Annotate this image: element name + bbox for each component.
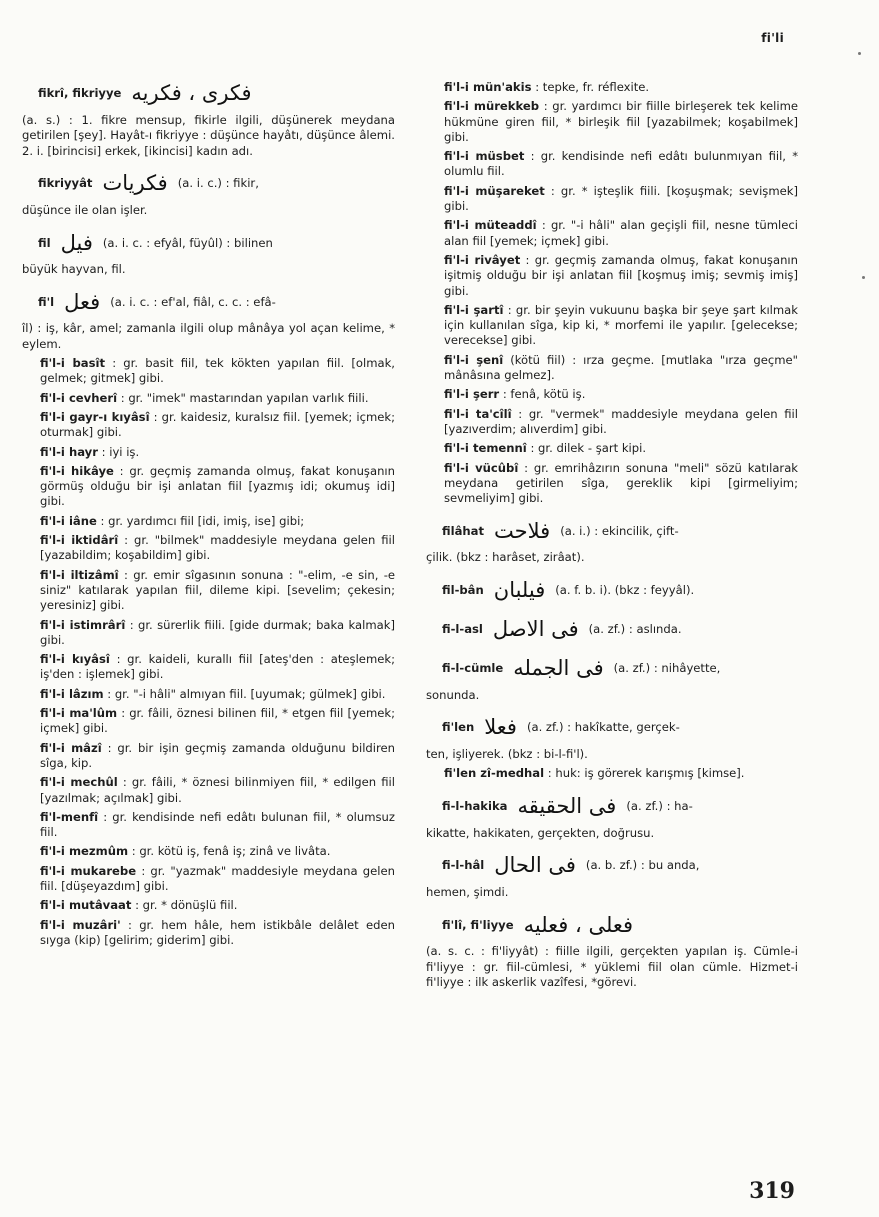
subentry-term: fi'l-i müsbet — [444, 149, 525, 164]
definition: : gr. kendisinde nefi edâtı bulunan fiil, * olumsuz fiil. — [40, 809, 395, 840]
headword: fi'len — [442, 720, 475, 735]
definition: : huk: iş görerek karışmış [kimse]. — [547, 766, 745, 781]
subentry — [22, 898, 395, 913]
arabic-script: فعلى ، فعليه — [523, 912, 634, 937]
subentry-term: fi'l-i rivâyet — [444, 252, 521, 267]
definition: : gr. kendisinde nefi edâtı bulunmıyan fiil, * olumlu fiil. — [444, 149, 798, 179]
dictionary-entry — [426, 852, 798, 900]
subentry-term: fi'l-i cevherî — [40, 390, 118, 405]
definition: : gr. geçmiş zamanda olmuş, fakat konuşanın görmüş olduğu bir işi anlatan fiil [yazmış idi; okumuş idi] gibi. — [40, 463, 395, 509]
definition: îl) : iş, kâr, amel; zamanla ilgili olup mânâya yol açan kelime, * eylem. — [22, 321, 395, 351]
definition: : iyi iş. — [101, 444, 140, 459]
headword: fil — [38, 235, 51, 250]
arabic-script: فيلبان — [493, 578, 546, 603]
headword: fi-l-hâl — [442, 858, 485, 873]
subentry — [22, 775, 395, 806]
subentry-term: fi'l-i şartî — [444, 302, 504, 317]
subentry — [22, 687, 395, 702]
headword: filâhat — [442, 523, 485, 538]
subentry-term: fi'l-i ma'lûm — [40, 706, 118, 721]
definition: : gr. * dönüşlü fiil. — [135, 898, 238, 913]
subentry — [22, 652, 395, 683]
subentry — [426, 149, 798, 180]
subentry-term: fi'l-i iltizâmî — [40, 567, 119, 582]
subentry — [22, 514, 395, 529]
subentry-term: fi'l-i hikâye — [40, 463, 114, 478]
headword: fikriyyât — [38, 176, 93, 191]
arabic-script: فيل — [60, 230, 93, 255]
subentry-term: fi'l-i mürekkeb — [444, 99, 540, 114]
subentry — [22, 618, 395, 649]
arabic-script: فى الجمله — [513, 656, 604, 681]
dictionary-entry — [22, 170, 395, 218]
etymology: (a. i. c. : ef'al, fiâl, c. c. : efâ- — [110, 294, 276, 309]
definition: : gr. kötü iş, fenâ iş; zinâ ve livâta. — [131, 844, 331, 859]
headword-line — [22, 80, 395, 108]
subentry — [22, 918, 395, 949]
subentry — [22, 464, 395, 510]
subentry — [22, 810, 395, 841]
definition: çilik. (bkz : harâset, zirâat). — [426, 550, 585, 565]
dictionary-entry — [426, 616, 798, 644]
dictionary-entry — [426, 577, 798, 605]
subentry-term: fi'l-i gayr-ı kıyâsî — [40, 409, 150, 424]
subentry-term: fi'l-i mezmûm — [40, 844, 129, 859]
subentry — [22, 391, 395, 406]
arabic-script: فى الحقيقه — [517, 793, 617, 818]
right-column — [426, 80, 798, 994]
arabic-script: فعل — [64, 289, 101, 314]
headword-line — [426, 793, 798, 821]
definition: : gr. kaidesiz, kuralsız fiil. [yemek; içmek; oturmak] gibi. — [40, 409, 395, 440]
subentry-term: fi'l-i lâzım — [40, 686, 104, 701]
subentry — [22, 533, 395, 564]
subentry-term: fi'l-i muzâri' — [40, 917, 121, 932]
definition: (a. s.) : 1. fikre mensup, fikirle ilgili, düşünerek meydana getirilen [şey]. Hayât-ı fikriyye : düşünce hayâtı, düşünce âlemi. 2. i. [birincisi] erkek, [ikincisi] kadın adı. — [22, 113, 395, 158]
definition: : gr. fâili, * öznesi bilinmiyen fiil, * edilgen fiil [yazılmak; açılmak] gibi. — [40, 775, 395, 805]
subentry-term: fi'l-i basît — [40, 356, 105, 371]
subentry-term: fi'l-i müteaddî — [444, 218, 537, 233]
definition: : tepke, fr. réflexite. — [535, 80, 650, 94]
definition: : gr. geçmiş zamanda olmuş, fakat konuşanın işitmiş olduğu bir işi anlatan fiil [koşmuş imiş; sevmiş imiş] gibi. — [444, 252, 798, 298]
etymology: (a. zf.) : ha- — [626, 798, 693, 813]
dictionary-entry — [426, 793, 798, 841]
etymology: (a. zf.) : nihâyette, — [613, 661, 721, 676]
definition: : gr. "-i hâli" almıyan fiil. [uyumak; gülmek] gibi. — [107, 686, 386, 701]
arabic-script: فى الحال — [494, 853, 576, 878]
subentry-term: fi'l-i müşareket — [444, 183, 545, 198]
subentry-term: fi'l-i kıyâsî — [40, 652, 110, 667]
subentry-term: fi'l-i iâne — [40, 513, 97, 528]
headword-line — [426, 852, 798, 880]
etymology: (a. f. b. i). (bkz : feyyâl). — [555, 583, 695, 598]
dictionary-entry — [426, 655, 798, 703]
arabic-script: فلاحت — [494, 518, 551, 543]
definition: : fenâ, kötü iş. — [502, 387, 586, 402]
subentry — [22, 356, 395, 387]
definition: : gr. yardımcı fiil [idi, imiş, ise] gibi; — [100, 513, 305, 528]
subentry — [22, 844, 395, 859]
subentry-term: fi'l-i temennî — [444, 441, 527, 456]
definition: düşünce ile olan işler. — [22, 202, 148, 217]
definition: : gr. fâili, öznesi bilinen fiil, * etgen fiil [yemek; içmek] gibi. — [40, 706, 396, 736]
arabic-script: فكرى ، فكريه — [131, 81, 252, 106]
subentry — [426, 218, 798, 249]
definition: : gr. emir sîgasının sonuna : "-elim, -e sin, -e siniz" katılarak yapılan fiil, dileme kipi. [sevelim; çekesin; yeresiniz] gibi. — [40, 567, 396, 613]
subentry — [426, 353, 798, 384]
headword: fi-l-cümle — [442, 661, 504, 676]
definition: : gr. sürerlik fiili. [gide durmak; baka kalmak] gibi. — [40, 617, 395, 647]
headword-line — [22, 288, 395, 316]
subentry — [426, 184, 798, 215]
arabic-script: فعلا — [484, 715, 517, 740]
subentry — [22, 445, 395, 460]
definition: : gr. bir şeyin vukuunu başka bir şeye şart kılmak için kullanılan sîga, kip ki, * morfemi ile yapılır. [gelecekse; verecekse] gibi. — [444, 302, 799, 348]
subentry-term: fi'l-i mutâvaat — [40, 898, 132, 913]
subentry — [22, 410, 395, 441]
etymology: (a. b. zf.) : bu anda, — [585, 858, 700, 873]
definition: : gr. emrihâzırın sonuna "meli" sözü katılarak meydana getirilen sîga, gereklik kipi [girmeliyim; sevmeliyim] gibi. — [444, 460, 799, 506]
subentry-term: fi'l-i şerr — [444, 387, 500, 402]
definition: : gr. "bilmek" maddesiyle meydana gelen fiil [yazabildim; koşabildim] gibi. — [40, 533, 395, 563]
dictionary-entry — [22, 229, 395, 277]
page-number: 319 — [749, 1178, 795, 1204]
headword: fi'lî, fi'liyye — [442, 917, 514, 932]
definition: : gr. kaideli, kurallı fiil [ateş'den : ateşlemek; iş'den : işlemek] gibi. — [40, 652, 395, 682]
subentry — [426, 99, 798, 145]
definition: : gr. "imek" mastarından yapılan varlık fiili. — [120, 390, 369, 405]
running-head: fi'li — [761, 31, 784, 45]
definition: : gr. "yazmak" maddesiyle meydana gelen fiil. [düşeyazdım] gibi. — [40, 863, 395, 893]
subentry — [426, 461, 798, 507]
definition: : gr. bir işin geçmiş zamanda olduğunu bildiren sîga, kip. — [40, 740, 395, 770]
definition: büyük hayvan, fil. — [22, 262, 126, 277]
speck — [858, 52, 861, 55]
subentry — [426, 441, 798, 456]
arabic-script: فى الاصل — [492, 617, 579, 642]
definition: : gr. hem hâle, hem istikbâle delâlet eden sıyga (kip) [gelirim; giderim] gibi. — [40, 917, 395, 947]
etymology: (a. i. c. : efyâl, füyûl) : bilinen — [102, 235, 273, 250]
definition: : gr. "-i hâli" alan geçişli fiil, nesne tümleci alan fiil [yemek; içmek] gibi. — [444, 218, 799, 248]
speck — [862, 276, 865, 279]
dictionary-entry — [22, 80, 395, 159]
headword-line — [426, 911, 798, 939]
subentry-term: fi'l-i vücûbî — [444, 460, 519, 475]
subentry — [426, 387, 798, 402]
headword: fi-l-hakika — [442, 798, 508, 813]
etymology: (a. zf.) : aslında. — [588, 622, 682, 637]
headword-line — [426, 517, 798, 545]
etymology: (a. i. c.) : fikir, — [177, 176, 259, 191]
etymology: (a. i.) : ekincilik, çift- — [560, 523, 679, 538]
headword: fi'l — [38, 294, 55, 309]
headword-line — [426, 655, 798, 683]
headword-line — [22, 229, 395, 257]
headword: fikrî, fikriyye — [38, 86, 122, 101]
subentry-term: fi'l-i mâzî — [40, 740, 102, 755]
dictionary-entry — [22, 288, 395, 352]
subentry — [426, 303, 798, 349]
headword-line — [426, 577, 798, 605]
subentry-term: fi'l-i mechûl — [40, 775, 118, 790]
subentry — [426, 253, 798, 299]
dictionary-entry — [426, 714, 798, 762]
arabic-script: فكريات — [102, 171, 168, 196]
definition: hemen, şimdi. — [426, 884, 509, 899]
subentry-term: fi'l-i mün'akis — [444, 80, 532, 94]
definition: : gr. dilek - şart kipi. — [530, 441, 647, 456]
subentry — [22, 741, 395, 772]
left-column — [22, 80, 395, 952]
dictionary-entry — [426, 517, 798, 565]
subentry — [22, 706, 395, 737]
definition: (kötü fiil) : ırza geçme. [mutlaka "ırza geçme" mânâsına gelmez]. — [444, 352, 798, 383]
subentry-term: fi'l-i hayr — [40, 444, 98, 459]
etymology: (a. zf.) : hakîkatte, gerçek- — [526, 720, 680, 735]
subentry-term: fi'l-i iktidârî — [40, 533, 119, 548]
definition: : gr. yardımcı bir fiille birleşerek tek kelime hükmüne giren fiil, * birleşik fiil [yazabilmek; koşabilmek] gibi. — [444, 99, 798, 144]
subentry-term: fi'l-i mukarebe — [40, 863, 137, 878]
subentry — [426, 766, 798, 781]
headword-line — [426, 616, 798, 644]
subentry-term: fi'l-i şenî — [444, 352, 504, 367]
headword-line — [22, 170, 395, 198]
definition: : gr. * işteşlik fiili. [koşuşmak; sevişmek] gibi. — [444, 183, 798, 214]
dictionary-entry — [426, 911, 798, 990]
subentry-term: fi'l-menfî — [40, 809, 99, 824]
definition: kikatte, hakikaten, gerçekten, doğrusu. — [426, 825, 655, 840]
subentry — [426, 80, 798, 95]
headword: fil-bân — [442, 583, 484, 598]
headword-line — [426, 714, 798, 742]
subentry-term: fi'l-i istimrârî — [40, 617, 126, 632]
definition: (a. s. c. : fi'liyyât) : fiille ilgili, gerçekten yapılan iş. Cümle-i fi'liyye : gr. fiil-cümlesi, * yüklemi fiil olan cümle. Hizmet-i fi'liyye : ilk askerlik vazîfesi, *görevi. — [426, 944, 798, 989]
definition: ten, işliyerek. (bkz : bi-l-fi'l). — [426, 747, 588, 762]
subentry — [426, 407, 798, 438]
subentry-term: fi'l-i ta'cîlî — [444, 406, 512, 421]
definition: sonunda. — [426, 687, 480, 702]
subentry-term: fi'len zî-medhal — [444, 766, 545, 781]
headword: fi-l-asl — [442, 622, 483, 637]
definition: : gr. basit fiil, tek kökten yapılan fiil. [olmak, gelmek; gitmek] gibi. — [40, 356, 395, 386]
subentry — [22, 864, 395, 895]
definition: : gr. "vermek" maddesiyle meydana gelen fiil [yazıverdim; alıverdim] gibi. — [444, 406, 799, 436]
subentry — [22, 568, 395, 614]
